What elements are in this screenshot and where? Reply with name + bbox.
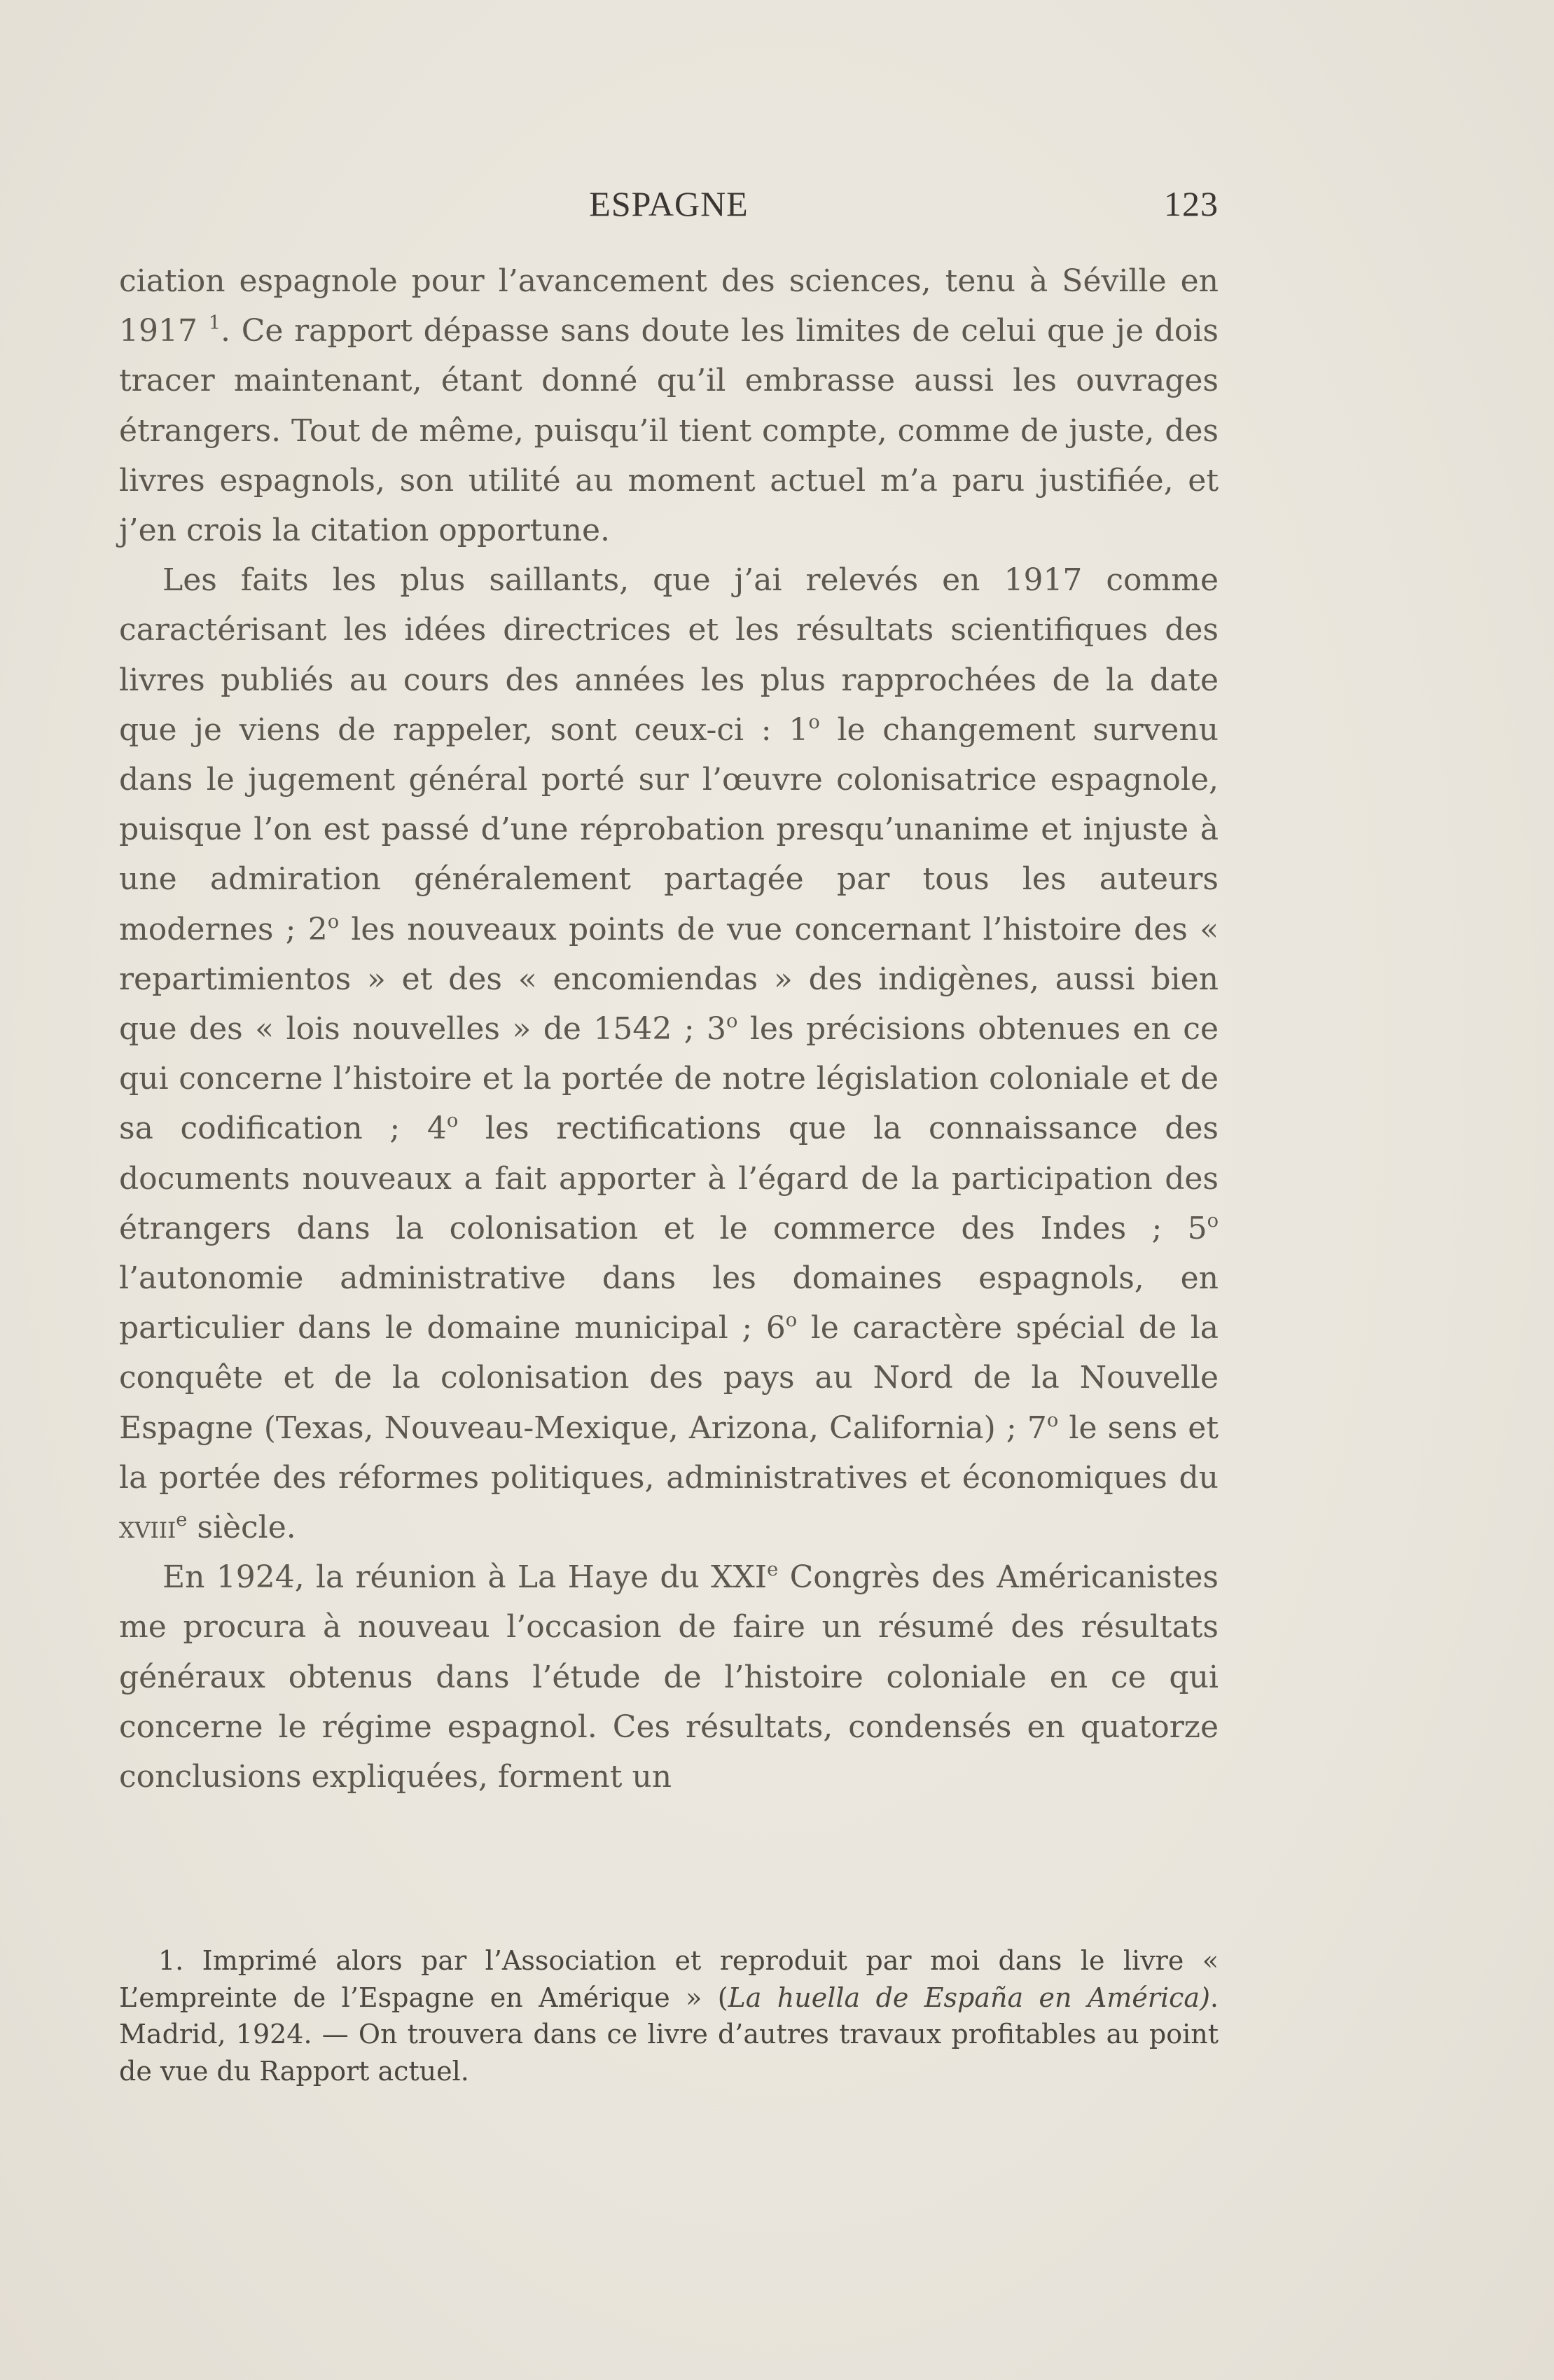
congress-superscript: e [767, 1559, 779, 1581]
ordinal-5: o [1207, 1209, 1219, 1232]
paragraph-2-text-c: les nouveaux points de vue concernant l’histoire des « repartimientos » et des « encomiendas » des indigènes, aussi bien que des « lois nouvelles » de 1542 ; 3 [119, 911, 1219, 1048]
paragraph-3-text-b: Congrès des Américanistes me procura à nouveau l’occasion de faire un résumé des résultats généraux obtenus dans l’étude de l’histoire coloniale en ce qui concerne le régime espagnol. Ces résultats, condensés en quatorze conclusions expliquées, forment un [119, 1559, 1219, 1795]
paragraph-2-text-g: le caractère spécial de la conquête et de la colonisation des pays au Nord de la Nouvelle Espagne (Texas, Nouveau-Mexique, Arizona, California) ; 7 [119, 1310, 1219, 1446]
paragraph-2-text-b: le changement survenu dans le jugement général porté sur l’œuvre colonisatrice espagnole, puisque l’on est passé d’une réprobation presqu’unanime et injuste à une admiration généralement partagée par tous les auteurs modernes ; 2 [119, 711, 1219, 947]
paragraph-3-text-a: En 1924, la réunion à La Haye du XXI [162, 1559, 768, 1596]
footnote [119, 1942, 1219, 2089]
paragraph-1-text-b: . Ce rapport dépasse sans doute les limites de celui que je dois tracer maintenant, étant donné qu’il embrasse aussi les ouvrages étrangers. Tout de même, puisqu’il tient compte, comme de juste, des livres espagnols, son utilité au moment actuel m’a paru justifiée, et j’en crois la citation opportune. [119, 313, 1219, 549]
paragraph-2-text-f: l’autonomie administrative dans les domaines espagnols, en particulier dans le domaine municipal ; 6 [119, 1260, 1219, 1346]
ordinal-7: o [1046, 1409, 1059, 1431]
footnote-text-b: . Madrid, 1924. — On trouvera dans ce livre d’autres travaux profitables au point de vue du Rapport actuel. [119, 1982, 1219, 2087]
page-number: 123 [1164, 184, 1219, 223]
paragraph-2-text-h: le sens et la portée des réformes politiques, administratives et économiques du [119, 1410, 1219, 1496]
page-header [119, 183, 1219, 232]
ordinal-6: o [785, 1309, 798, 1332]
paragraph-1-text-a: ciation espagnole pour l’avancement des sciences, tenu à Séville en 1917 [119, 263, 1219, 349]
body-text [119, 256, 1219, 1802]
ordinal-2: o [327, 910, 340, 933]
paragraph-3 [119, 1552, 1219, 1802]
footnote-reference: 1 [208, 312, 221, 335]
paragraph-2-text-d: les précisions obtenues en ce qui concerne l’histoire et la portée de notre législation coloniale et de sa codification ; 4 [119, 1011, 1219, 1147]
running-head: ESPAGNE [589, 184, 749, 223]
paragraph-2 [119, 555, 1219, 1552]
footnote-text [119, 1942, 1219, 2089]
footnote-text-a: 1. Imprimé alors par l’Association et reproduit par moi dans le livre « L’empreinte de l’Espagne en Amérique » ( [119, 1945, 1219, 2013]
century-numeral: xviii [119, 1510, 176, 1546]
ordinal-4: o [446, 1110, 459, 1132]
paragraph-2-text-a: Les faits les plus saillants, que j’ai relevés en 1917 comme caractérisant les idées directrices et les résultats scientifiques des livres publiés au cours des années les plus rapprochées de la date que je viens de rappeler, sont ceux-ci : 1 [119, 562, 1219, 748]
ordinal-1: o [808, 711, 820, 733]
century-superscript: e [176, 1509, 188, 1531]
footnote-book-title: La huella de España en América) [728, 1982, 1210, 2013]
paragraph-1 [119, 256, 1219, 555]
paragraph-2-text-i: siècle. [187, 1510, 296, 1546]
ordinal-3: o [726, 1010, 738, 1033]
paragraph-2-text-e: les rectifications que la connaissance des documents nouveaux a fait apporter à l’égard de la participation des étrangers dans la colonisation et le commerce des Indes ; 5 [119, 1111, 1219, 1246]
